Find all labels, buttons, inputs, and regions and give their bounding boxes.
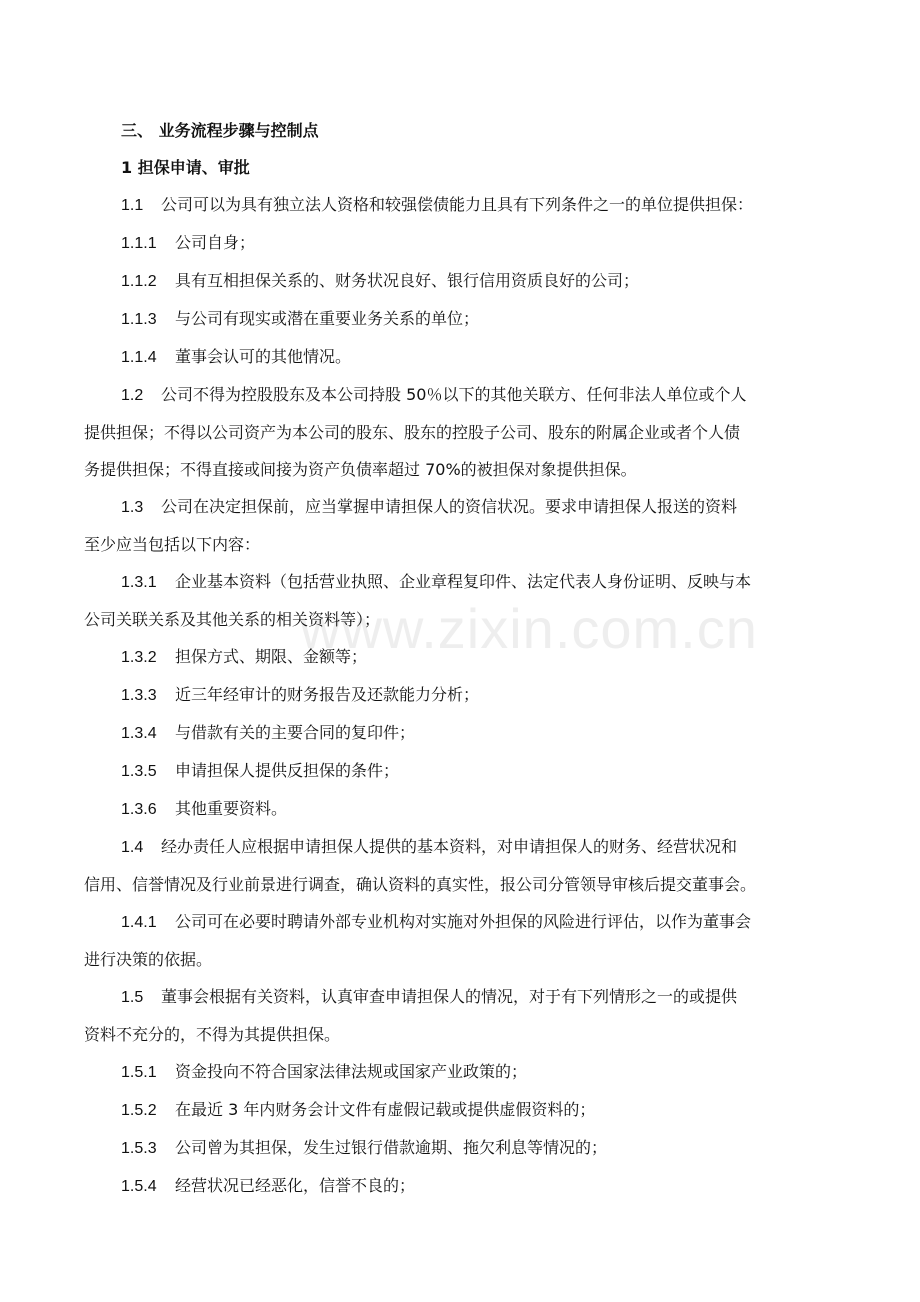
paragraph [84,488,854,563]
clause-text: 至少应当包括以下内容： [84,535,261,554]
paragraph-list [84,186,854,1205]
paragraph-first-line [84,1053,854,1091]
clause-number: 1.5.2 [121,1102,157,1119]
paragraph-continuation-line [84,1016,854,1053]
clause-number: 1.5 [121,989,144,1006]
clause-number: 1.1.4 [121,349,157,366]
paragraph-first-line [84,488,854,526]
paragraph [84,752,854,790]
paragraph [84,224,854,262]
clause-text: 董事会认可的其他情况。 [175,347,352,366]
clause-number: 1.3.2 [121,649,157,666]
clause-text: 与公司有现实或潜在重要业务关系的单位； [175,309,480,328]
paragraph-first-line [84,563,854,601]
paragraph-continuation-line [84,866,854,903]
paragraph-first-line [84,376,854,414]
clause-number: 1.3.6 [121,801,157,818]
clause-number: 1.4.1 [121,914,157,931]
clause-text: 提供担保；不得以公司资产为本公司的股东、股东的控股子公司、股东的附属企业或者个人债 [84,423,741,442]
paragraph [84,828,854,903]
paragraph [84,676,854,714]
clause-text: 信用、信誉情况及行业前景进行调查，确认资料的真实性，报公司分管领导审核后提交董事会。 [84,875,757,894]
clause-number: 1.3.3 [121,687,157,704]
clause-text: 公司在决定担保前，应当掌握申请担保人的资信状况。要求申请担保人报送的资料 [161,497,738,516]
paragraph [84,338,854,376]
paragraph-first-line [84,186,854,224]
clause-text: 与借款有关的主要合同的复印件； [175,723,416,742]
paragraph-first-line [84,262,854,300]
section-heading: 三、 业务流程步骤与控制点 [121,121,319,140]
paragraph [84,714,854,752]
clause-text: 公司自身； [175,233,256,252]
clause-text: 资金投向不符合国家法律法规或国家产业政策的； [175,1062,528,1081]
clause-number: 1.3.4 [121,725,157,742]
clause-number: 1.5.4 [121,1178,157,1195]
clause-number: 1.3 [121,499,144,516]
clause-number: 1.5.1 [121,1064,157,1081]
clause-text: 近三年经审计的财务报告及还款能力分析； [175,685,480,704]
paragraph-first-line [84,790,854,828]
paragraph-continuation-line [84,414,854,451]
clause-text: 公司不得为控股股东及本公司持股 50％以下的其他关联方、任何非法人单位或个人 [161,385,747,404]
watermark: www.zixin.com.cn [300,597,758,660]
clause-text: 申请担保人提供反担保的条件； [175,761,400,780]
paragraph [84,186,854,224]
clause-number: 1.1.2 [121,273,157,290]
paragraph-continuation-line [84,451,854,488]
clause-text: 公司曾为其担保，发生过银行借款逾期、拖欠利息等情况的； [175,1138,608,1157]
clause-number: 1.1.3 [121,311,157,328]
paragraph [84,790,854,828]
paragraph [84,1167,854,1205]
paragraph-first-line [84,676,854,714]
clause-text: 企业基本资料（包括营业执照、企业章程复印件、法定代表人身份证明、反映与本 [175,572,752,591]
paragraph-first-line [84,1091,854,1129]
paragraph [84,376,854,488]
clause-number: 1.1 [121,197,144,214]
clause-number: 1.4 [121,839,144,856]
paragraph-first-line [84,752,854,790]
paragraph-first-line [84,224,854,262]
clause-number: 1.2 [121,387,144,404]
paragraph-first-line [84,978,854,1016]
clause-text: 经办责任人应根据申请担保人提供的基本资料，对申请担保人的财务、经营状况和 [161,837,738,856]
paragraph-first-line [84,338,854,376]
paragraph-continuation-line [84,941,854,978]
paragraph [84,1091,854,1129]
paragraph [84,1053,854,1091]
clause-number: 1.1.1 [121,235,157,252]
paragraph-continuation-line [84,526,854,563]
paragraph [84,300,854,338]
clause-number: 1.3.5 [121,763,157,780]
paragraph-first-line [84,638,854,676]
paragraph [84,978,854,1053]
paragraph-first-line [84,828,854,866]
subsection-heading: 1 担保申请、审批 [121,158,250,177]
clause-text: 在最近 3 年内财务会计文件有虚假记载或提供虚假资料的； [175,1100,596,1119]
clause-number: 1.3.1 [121,574,157,591]
clause-number: 1.5.3 [121,1140,157,1157]
clause-text: 其他重要资料。 [175,799,288,818]
clause-text: 进行决策的依据。 [84,950,213,969]
clause-text: 公司可在必要时聘请外部专业机构对实施对外担保的风险进行评估，以作为董事会 [175,912,752,931]
clause-text: 担保方式、期限、金额等； [175,647,368,666]
paragraph-first-line [84,1129,854,1167]
document-body [84,112,854,1205]
clause-text: 资料不充分的，不得为其提供担保。 [84,1025,341,1044]
clause-text: 具有互相担保关系的、财务状况良好、银行信用资质良好的公司； [175,271,640,290]
paragraph [84,262,854,300]
clause-text: 董事会根据有关资料，认真审查申请担保人的情况，对于有下列情形之一的或提供 [161,987,738,1006]
paragraph-first-line [84,1167,854,1205]
paragraph [84,638,854,676]
clause-text: 经营状况已经恶化，信誉不良的； [175,1176,416,1195]
clause-text: 公司关联关系及其他关系的相关资料等）； [84,610,381,629]
paragraph-first-line [84,903,854,941]
clause-text: 务提供担保；不得直接或间接为资产负债率超过 70%的被担保对象提供担保。 [84,460,637,479]
paragraph-first-line [84,300,854,338]
paragraph [84,1129,854,1167]
clause-text: 公司可以为具有独立法人资格和较强偿债能力且具有下列条件之一的单位提供担保： [161,195,754,214]
paragraph [84,903,854,978]
paragraph-continuation-line [84,601,854,638]
paragraph-first-line [84,714,854,752]
paragraph [84,563,854,638]
